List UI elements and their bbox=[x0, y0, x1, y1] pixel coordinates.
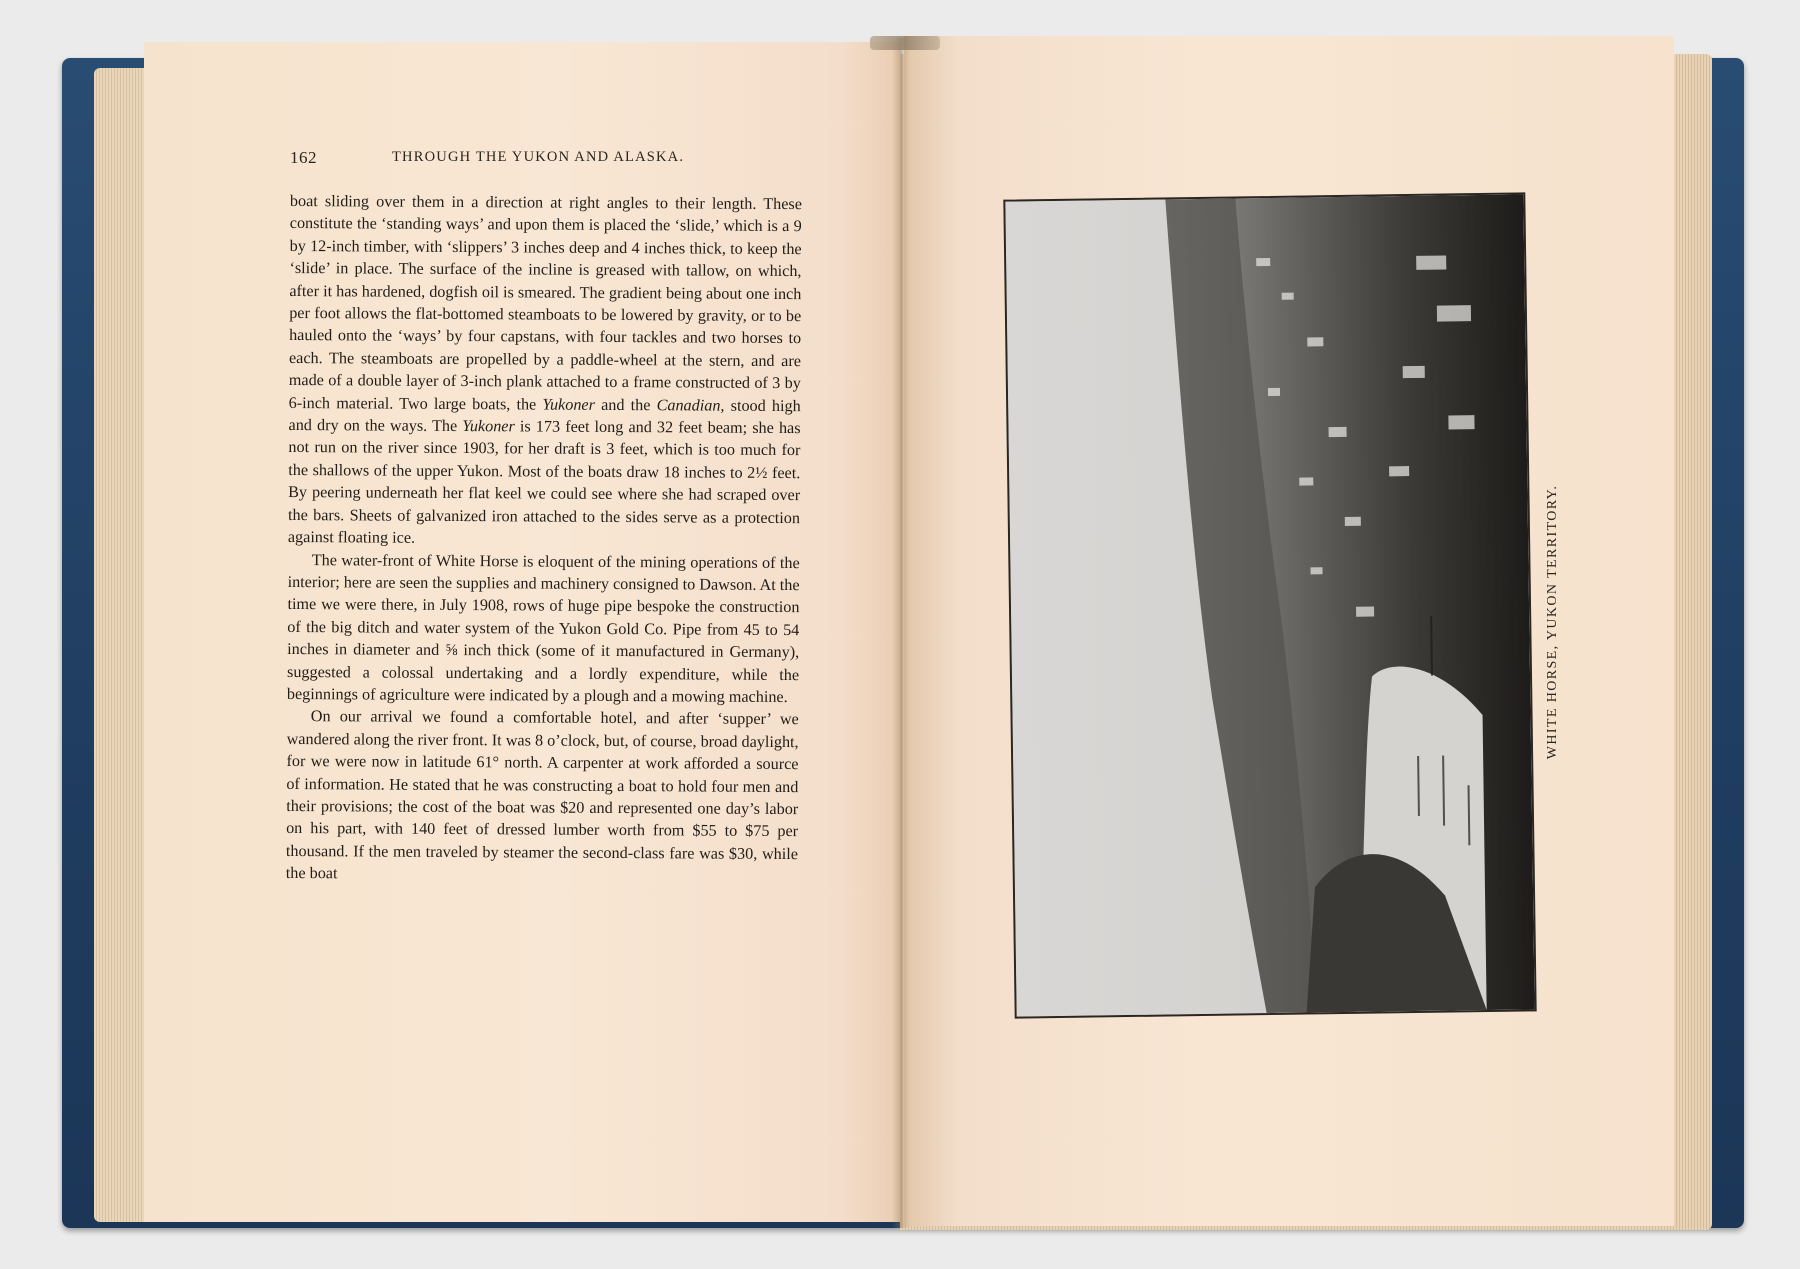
paragraph-2: The water-front of White Horse is eloquent of the mining operations of the interior; here are seen the supplies and machinery consigned to Dawson. At the time we were there, in July 1908, rows of huge pipe bespoke the construction of the big ditch and water system of the Yukon Gold Co. Pipe from 45 to 54 inches in diameter and ⅝ inch thick (some of it manufactured in Germany), suggested a colossal undertaking and a lordly expenditure, while the beginnings of agriculture were indicated by a plough and a mowing machine. bbox=[286, 550, 800, 706]
page-number: 162 bbox=[290, 148, 317, 167]
plate-caption-text: WHITE HORSE, YUKON TERRITORY. bbox=[1545, 484, 1560, 760]
paragraph-1-part: stood high and dry on the ways. The bbox=[288, 396, 801, 436]
photograph-white-horse bbox=[1003, 192, 1536, 1018]
paragraph-1-part: and the bbox=[594, 395, 657, 414]
torn-spine-fragment bbox=[870, 36, 940, 50]
photo-illustration bbox=[1005, 194, 1534, 1016]
running-title: THROUGH THE YUKON AND ALASKA. bbox=[392, 149, 685, 165]
paragraph-1-part: boat sliding over them in a direction at right angles to their length. These constitute the ‘standing ways’ and upon them is placed the ‘slide,’ which is a 9 by 12-inch timber, with ‘slippers’ 3 inches deep and 4 inches thick, to keep the ‘slide’ in place. The surface of the incline is greased with tallow, on which, after it has hardened, dogfish oil is smeared. The gradient being about one inch per foot allows the flat-bottomed steamboats to be lowered by gravity, or to be hauled onto the ‘ways’ by four capstans, with four tackles and two horses to each. The steamboats are propelled by a paddle-wheel at the stern, and are made of a double layer of 3-inch plank attached to a frame constructed of 3 by 6-inch material. Two large boats, the bbox=[288, 191, 802, 414]
running-head bbox=[290, 148, 800, 172]
body-text bbox=[286, 190, 802, 888]
ship-name-yukoner: Yukoner bbox=[542, 395, 595, 414]
paragraph-1-part: is 173 feet long and 32 feet beam; she has not run on the river since 1903, for her draft is 3 feet, which is too much for the shallows of the upper Yukon. Most of the boats draw 18 inches to 2½ feet. By peering underneath her flat keel we could see where she had scraped over the bars. Sheets of galvanized iron attached to the sides serve as a protection against floating ice. bbox=[287, 417, 801, 547]
paragraph-1 bbox=[288, 190, 802, 552]
ship-name-yukoner: Yukoner bbox=[462, 417, 515, 436]
paragraph-3: On our arrival we found a comfortable hotel, and after ‘supper’ we wandered along the river front. It was 8 o’clock, but, of course, broad daylight, for we were now in latitude 61° north. A carpenter at work afforded a source of information. He stated that he was constructing a boat to hold four men and their provisions; the cost of the boat was $20 and represented one day’s labor on his part, with 140 feet of dressed lumber worth from $55 to $75 per thousand. If the men traveled by steamer the second-class fare was $30, while the boat bbox=[285, 707, 799, 883]
book-gutter bbox=[892, 38, 910, 1228]
plate-caption bbox=[1543, 484, 1567, 760]
ship-name-canadian: Canadian, bbox=[656, 395, 725, 415]
